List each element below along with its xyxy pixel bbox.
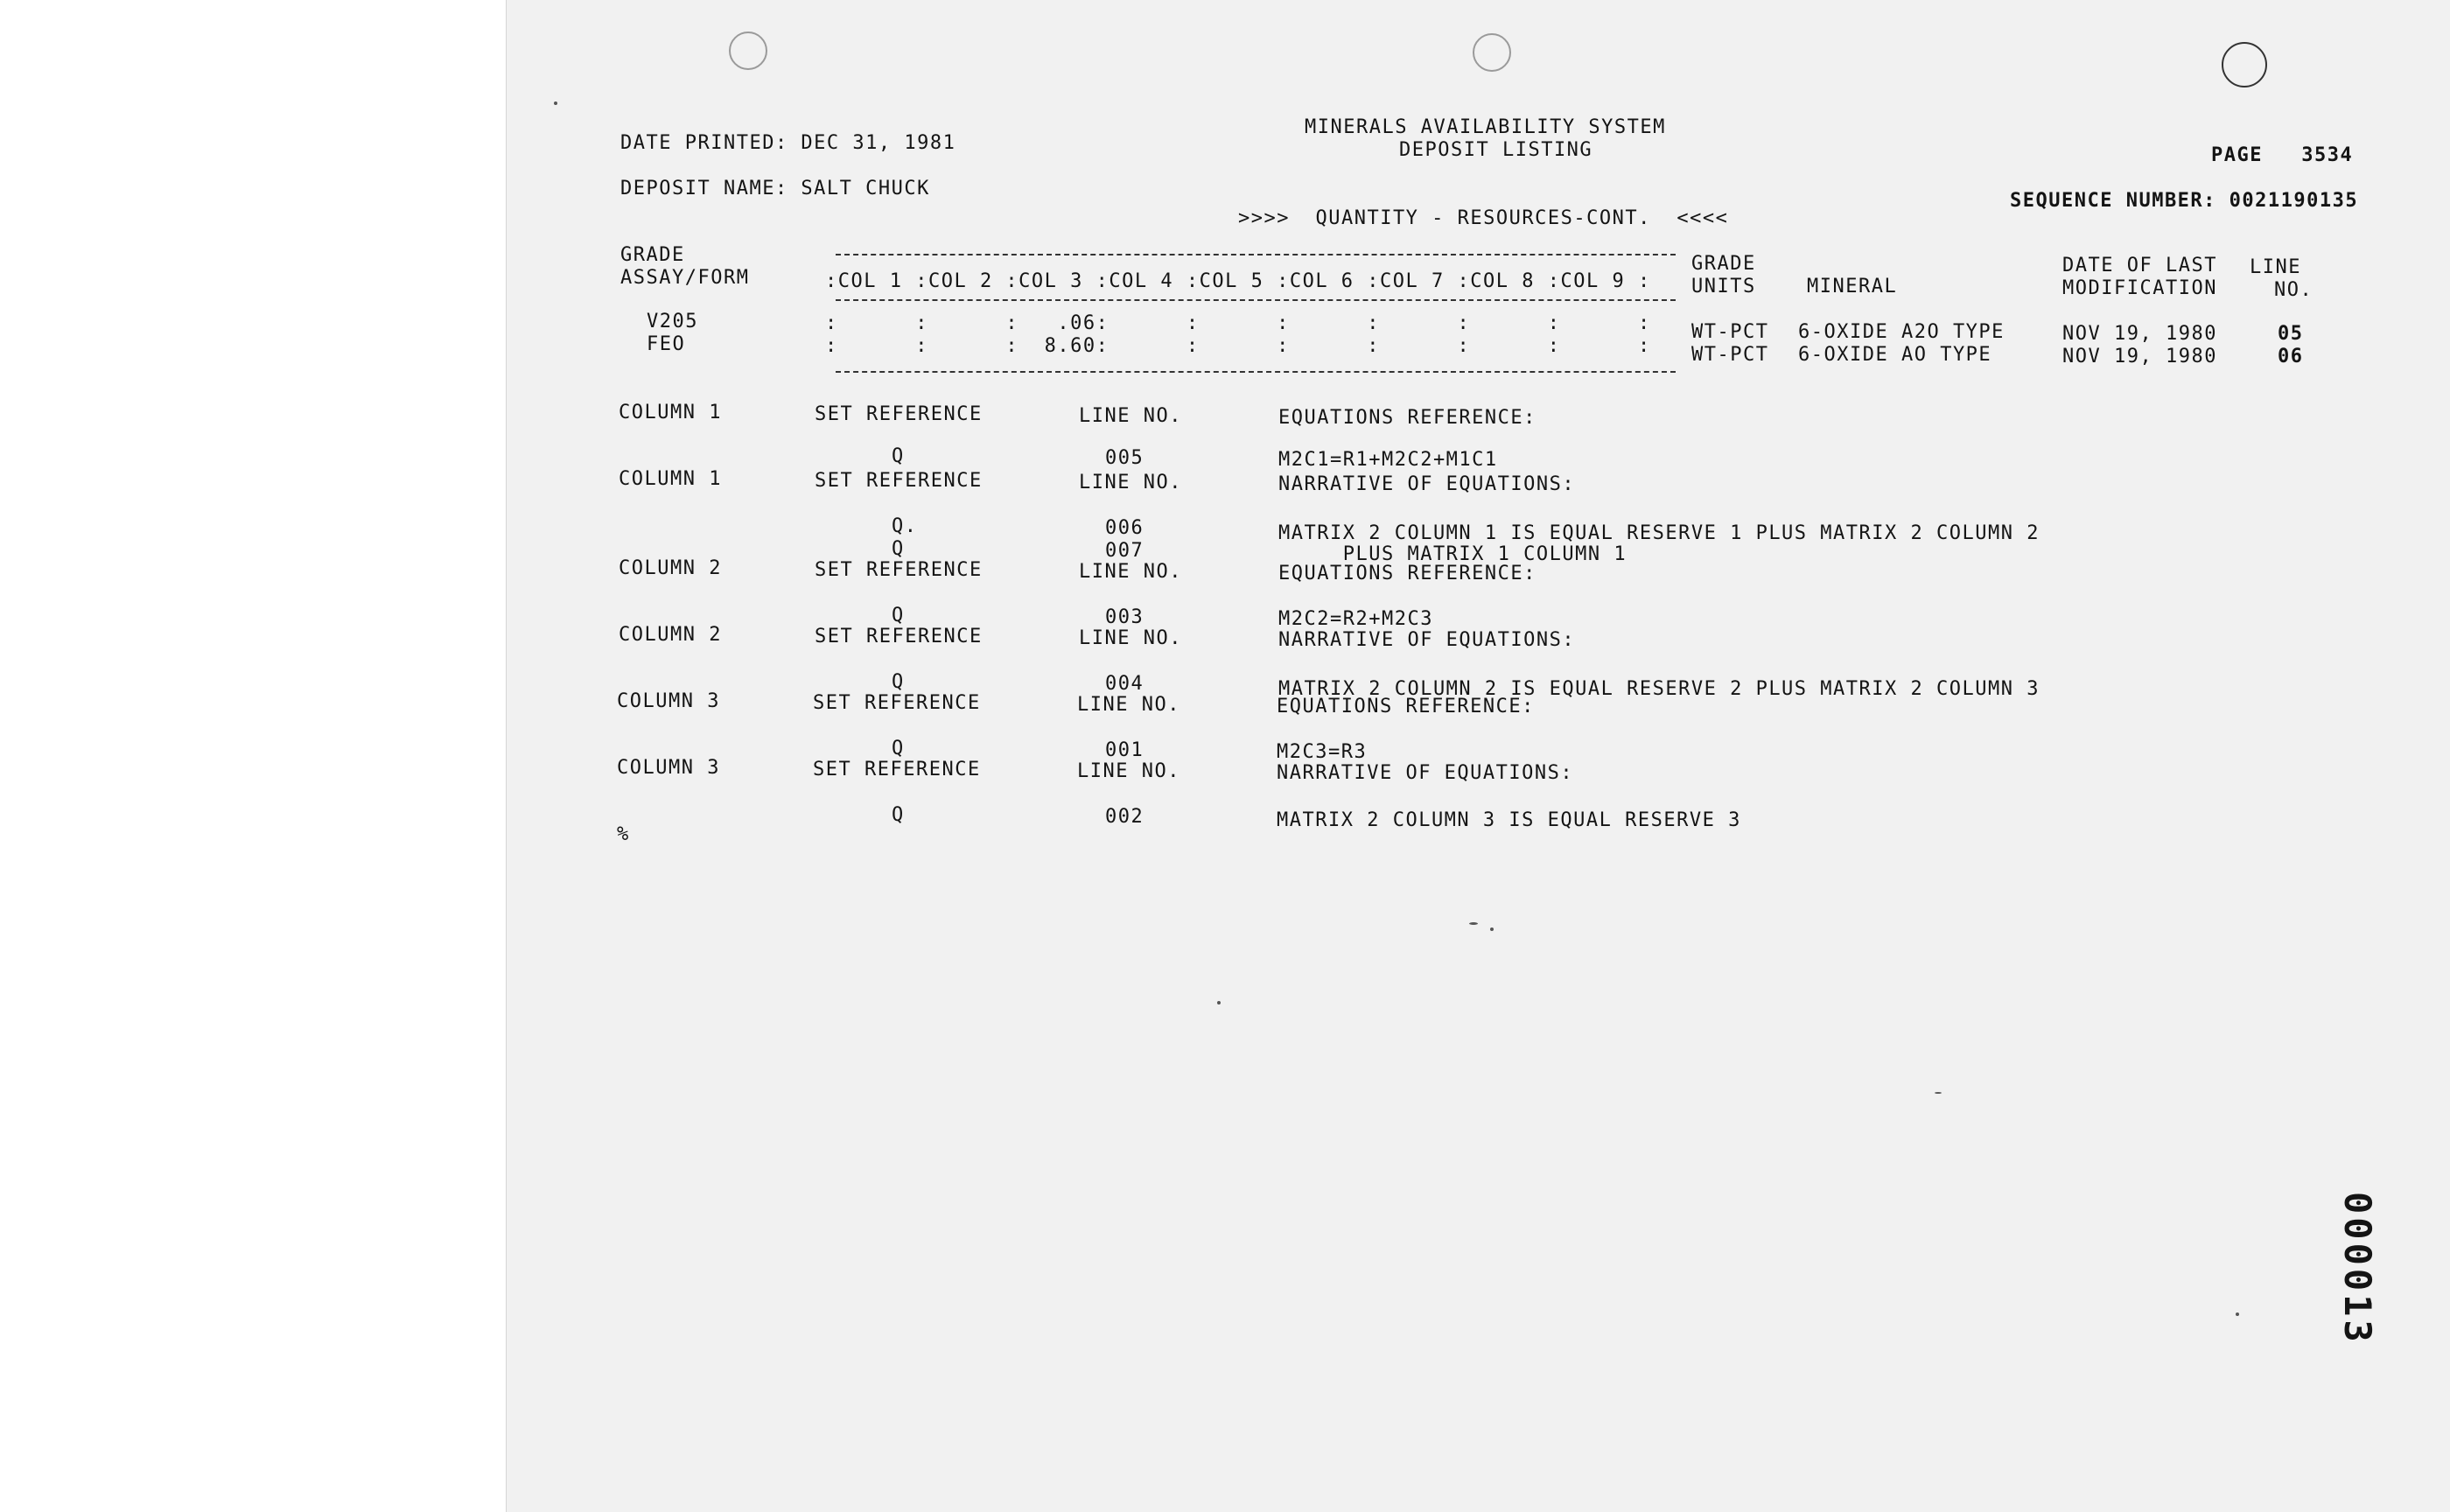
line-no-label: LINE NO. [1079, 561, 1182, 583]
line-no-label: LINE NO. [1079, 472, 1182, 494]
units-cell: WT-PCT [1691, 321, 1769, 343]
line-value: 002 [1105, 806, 1144, 828]
set-value: Q. [892, 515, 918, 537]
set-value: Q [892, 671, 905, 693]
set-value: Q [892, 538, 905, 560]
speck [1490, 928, 1494, 931]
reference-kind: NARRATIVE OF EQUATIONS: [1278, 629, 1576, 651]
line-value: 007 [1105, 540, 1144, 562]
grade-units-header-2: UNITS [1691, 276, 1756, 298]
speck [1469, 922, 1478, 925]
column-values-cell: : : : 8.60: : : : : : : [825, 335, 1651, 357]
footer-mark: % [617, 823, 630, 845]
reference-kind: EQUATIONS REFERENCE: [1277, 696, 1535, 718]
speck [1217, 1001, 1221, 1004]
narrative-text: MATRIX 2 COLUMN 2 IS EQUAL RESERVE 2 PLUS MATRIX 2 COLUMN 3 [1278, 678, 2040, 700]
speck [1935, 1092, 1942, 1094]
date-header-2: MODIFICATION [2062, 277, 2217, 299]
reference-kind: NARRATIVE OF EQUATIONS: [1278, 473, 1576, 495]
assay-form-cell: FEO [647, 333, 686, 355]
set-reference-label: SET REFERENCE [815, 559, 983, 581]
reference-kind: NARRATIVE OF EQUATIONS: [1277, 762, 1574, 784]
table-rule-top [836, 254, 1676, 256]
set-reference-label: SET REFERENCE [815, 470, 983, 492]
table-rule-mid [836, 299, 1676, 301]
narrative-text: PLUS MATRIX 1 COLUMN 1 [1278, 543, 1628, 565]
reference-kind: EQUATIONS REFERENCE: [1278, 563, 1536, 584]
column-values-cell: : : : .06: : : : : : : [825, 312, 1651, 334]
assay-form-cell: V205 [647, 311, 698, 332]
column-label: COLUMN 2 [619, 557, 722, 579]
line-value: 005 [1105, 447, 1144, 469]
narrative-text: MATRIX 2 COLUMN 1 IS EQUAL RESERVE 1 PLUS MATRIX 2 COLUMN 2 [1278, 522, 2040, 544]
printout-sheet [506, 0, 2450, 1512]
punch-hole-center [1473, 33, 1511, 72]
date-header-1: DATE OF LAST [2062, 255, 2217, 276]
punch-hole-right [2222, 42, 2267, 88]
deposit-name: DEPOSIT NAME: SALT CHUCK [620, 178, 930, 200]
line-no-label: LINE NO. [1079, 405, 1182, 427]
system-title: MINERALS AVAILABILITY SYSTEM [1305, 116, 1666, 138]
date-cell: NOV 19, 1980 [2062, 346, 2217, 368]
set-value: Q [892, 738, 905, 760]
mineral-cell: 6-OXIDE AO TYPE [1798, 344, 1992, 366]
line-value: 004 [1105, 673, 1144, 695]
punch-hole-left [729, 32, 767, 70]
page-number: PAGE 3534 [2211, 144, 2354, 166]
date-cell: NOV 19, 1980 [2062, 323, 2217, 345]
set-reference-label: SET REFERENCE [813, 759, 981, 780]
sequence-number: SEQUENCE NUMBER: 0021190135 [2010, 190, 2359, 212]
grade-header: GRADE [620, 244, 685, 266]
narrative-text: MATRIX 2 COLUMN 3 IS EQUAL RESERVE 3 [1277, 809, 1741, 831]
section-title: >>>> QUANTITY - RESOURCES-CONT. <<<< [1238, 207, 1729, 229]
column-header-row: :COL 1 :COL 2 :COL 3 :COL 4 :COL 5 :COL 6 :COL 7 :COL 8 :COL 9 : [825, 270, 1651, 292]
equation-text: M2C1=R1+M2C2+M1C1 [1278, 449, 1498, 471]
units-cell: WT-PCT [1691, 344, 1769, 366]
equation-text: M2C2=R2+M2C3 [1278, 608, 1433, 630]
line-no-cell: 06 [2278, 346, 2304, 368]
speck [554, 102, 557, 105]
column-label: COLUMN 1 [619, 468, 722, 490]
line-header-2: NO. [2274, 279, 2314, 301]
line-header-1: LINE [2250, 256, 2301, 278]
table-rule-bottom [836, 371, 1676, 373]
set-value: Q [892, 804, 905, 826]
set-value: Q [892, 445, 905, 467]
line-no-label: LINE NO. [1077, 694, 1180, 716]
set-value: Q [892, 605, 905, 626]
column-label: COLUMN 1 [619, 402, 722, 424]
line-value: 003 [1105, 606, 1144, 628]
column-label: COLUMN 3 [617, 690, 720, 712]
set-reference-label: SET REFERENCE [813, 692, 981, 714]
set-reference-label: SET REFERENCE [815, 403, 983, 425]
equation-text: M2C3=R3 [1277, 741, 1368, 763]
mineral-header: MINERAL [1807, 276, 1898, 298]
grade-units-header-1: GRADE [1691, 253, 1756, 275]
line-value: 001 [1105, 739, 1144, 761]
mineral-cell: 6-OXIDE A2O TYPE [1798, 321, 2005, 343]
line-no-label: LINE NO. [1077, 760, 1180, 782]
assay-form-header: ASSAY/FORM [620, 267, 750, 289]
line-value: 006 [1105, 517, 1144, 539]
listing-title: DEPOSIT LISTING [1399, 139, 1593, 161]
reference-kind: EQUATIONS REFERENCE: [1278, 407, 1536, 429]
page-stamp: 000013 [2336, 1192, 2379, 1346]
speck [2236, 1312, 2239, 1316]
line-no-label: LINE NO. [1079, 627, 1182, 649]
date-printed: DATE PRINTED: DEC 31, 1981 [620, 132, 956, 154]
column-label: COLUMN 3 [617, 757, 720, 779]
line-no-cell: 05 [2278, 323, 2304, 345]
set-reference-label: SET REFERENCE [815, 626, 983, 648]
column-label: COLUMN 2 [619, 624, 722, 646]
